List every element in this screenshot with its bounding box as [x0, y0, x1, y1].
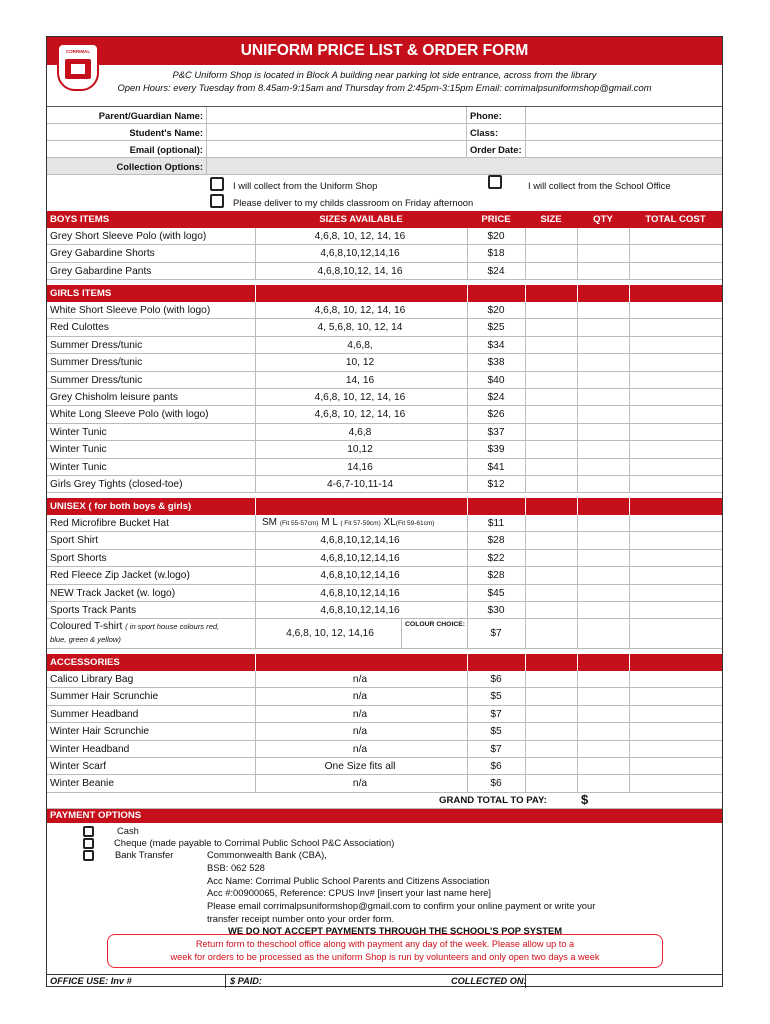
item-price: $37 — [487, 426, 505, 438]
table-row — [47, 758, 722, 775]
section-header-unisex: UNISEX ( for both boys & girls) — [47, 498, 722, 515]
total-input[interactable] — [630, 706, 721, 722]
qty-input[interactable] — [578, 775, 628, 791]
qty-input[interactable] — [578, 354, 628, 370]
item-price: $6 — [490, 674, 502, 685]
payment-email-note: Please email corrimalpsuniformshop@gmail.com to confirm your online payment or write your — [207, 900, 596, 911]
size-input[interactable] — [526, 424, 576, 440]
cash-checkbox[interactable] — [83, 826, 94, 837]
size-input[interactable] — [526, 550, 576, 566]
item-sizes: 4,6,8,10,12,14,16 — [320, 248, 400, 260]
total-input[interactable] — [630, 245, 721, 261]
item-price: $24 — [487, 392, 505, 403]
qty-input[interactable] — [578, 706, 628, 722]
cheque-label: Cheque (made payable to Corrimal Public School P&C Association) — [114, 837, 395, 848]
size-input[interactable] — [526, 406, 576, 422]
item-sizes: 4,6,8 — [348, 426, 372, 438]
parent-name-label: Parent/Guardian Name: — [98, 110, 203, 121]
parent-name-field[interactable] — [208, 108, 464, 123]
item-sizes: 10, 12 — [345, 357, 375, 369]
size-input[interactable] — [526, 459, 576, 475]
qty-input[interactable] — [578, 585, 628, 601]
item-name: Summer Dress/tunic — [50, 357, 143, 369]
page-title: UNIFORM PRICE LIST & ORDER FORM — [47, 37, 722, 65]
total-input[interactable] — [630, 688, 721, 704]
table-row — [47, 602, 722, 619]
size-input[interactable] — [526, 688, 576, 704]
item-sizes: n/a — [352, 726, 368, 738]
table-row — [47, 389, 722, 406]
cash-label: Cash — [117, 825, 139, 836]
item-name: Winter Beanie — [50, 778, 114, 790]
item-sizes: 4, 5,6,8, 10, 12, 14 — [317, 322, 403, 334]
collect-school-office-label: I will collect from the School Office — [528, 180, 671, 191]
section-header-girls: GIRLS ITEMS — [47, 285, 722, 302]
item-price: $5 — [490, 691, 502, 703]
item-name: Summer Headband — [50, 708, 139, 720]
qty-input[interactable] — [578, 441, 628, 457]
size-input[interactable] — [526, 372, 576, 388]
size-input[interactable] — [526, 532, 576, 548]
student-name-field[interactable] — [208, 125, 464, 140]
item-price: $22 — [487, 552, 505, 564]
bank-name: Commonwealth Bank (CBA), — [207, 849, 327, 860]
qty-input[interactable] — [578, 245, 628, 261]
total-input[interactable] — [630, 263, 721, 279]
column-header-sizes: SIZES AVAILABLE — [319, 214, 403, 225]
qty-input[interactable] — [578, 263, 628, 279]
item-sizes: 4,6,8,10,12,14,16 — [320, 552, 400, 564]
table-row — [47, 459, 722, 476]
table-row — [47, 337, 722, 354]
table-row — [47, 245, 722, 262]
bank-transfer-label: Bank Transfer — [115, 849, 174, 860]
table-row — [47, 723, 722, 740]
qty-input[interactable] — [578, 424, 628, 440]
deliver-classroom-label: Please deliver to my childs classroom on Friday afternoon — [233, 197, 474, 208]
item-sizes: 4,6,8, 10, 12, 14,16 — [286, 628, 374, 640]
office-collected-label: COLLECTED ON: — [451, 976, 527, 986]
size-input[interactable] — [526, 741, 576, 757]
item-price: $5 — [490, 726, 502, 738]
total-input[interactable] — [630, 671, 721, 687]
size-input[interactable] — [526, 723, 576, 739]
total-input[interactable] — [630, 441, 721, 457]
size-input[interactable] — [526, 602, 576, 618]
size-input[interactable] — [526, 302, 576, 318]
item-name: Winter Tunic — [50, 461, 107, 473]
item-price: $11 — [487, 518, 505, 529]
qty-input[interactable] — [578, 302, 628, 318]
item-price: $20 — [487, 231, 505, 242]
total-input[interactable] — [630, 337, 721, 353]
student-name-label: Student's Name: — [129, 127, 203, 138]
total-input[interactable] — [630, 302, 721, 318]
item-name: Sport Shirt — [50, 535, 99, 547]
item-name: Red Fleece Zip Jacket (w.logo) — [50, 570, 190, 582]
pop-system-warning: WE DO NOT ACCEPT PAYMENTS THROUGH THE SCHOOL'S POP SYSTEM — [228, 925, 563, 936]
shop-hours-info: Open Hours: every Tuesday from 8.45am-9:15am and Thursday from 2:45pm-3:15pm Email: corrimalpsuniformshop@gmail.com — [117, 82, 652, 93]
item-sizes: 4,6,8, 10, 12, 14, 16 — [314, 409, 406, 421]
table-row — [47, 302, 722, 319]
collect-uniform-shop-checkbox[interactable] — [210, 177, 224, 191]
item-price: $38 — [487, 357, 505, 369]
total-input[interactable] — [630, 585, 721, 601]
table-row — [47, 228, 722, 245]
item-sizes: n/a — [352, 674, 368, 685]
table-row — [47, 424, 722, 441]
size-input[interactable] — [526, 263, 576, 279]
item-sizes: n/a — [352, 743, 368, 755]
office-inv-label: OFFICE USE: Inv # — [50, 976, 132, 986]
table-row — [47, 706, 722, 723]
table-row-tshirt — [47, 619, 722, 649]
order-date-label: Order Date: — [470, 144, 522, 155]
item-name: Calico Library Bag — [50, 674, 134, 685]
total-input[interactable] — [630, 567, 721, 583]
qty-input[interactable] — [578, 602, 628, 618]
item-sizes: 4,6,8, — [347, 339, 373, 351]
item-sizes: 4,6,8, 10, 12, 14, 16 — [314, 231, 406, 242]
total-input[interactable] — [630, 372, 721, 388]
phone-field[interactable] — [527, 108, 720, 123]
size-input[interactable] — [526, 476, 576, 492]
email-field[interactable] — [208, 142, 464, 157]
item-name: Winter Headband — [50, 743, 130, 755]
table-row — [47, 476, 722, 493]
item-price: $7 — [490, 743, 502, 755]
item-price: $45 — [487, 587, 505, 599]
item-sizes: 14,16 — [347, 461, 373, 473]
item-name: Summer Hair Scrunchie — [50, 691, 159, 703]
item-sizes: n/a — [352, 778, 368, 790]
table-row — [47, 741, 722, 758]
size-input[interactable] — [526, 671, 576, 687]
item-price: $12 — [487, 479, 505, 490]
column-header-total: TOTAL COST — [645, 214, 706, 225]
qty-input[interactable] — [578, 337, 628, 353]
total-input[interactable] — [630, 228, 721, 244]
item-sizes: 4,6,8,10,12,14,16 — [320, 605, 400, 616]
section-header-accessories: ACCESSORIES — [47, 654, 722, 671]
qty-input[interactable] — [578, 567, 628, 583]
item-price: $24 — [487, 265, 505, 277]
school-logo: CORRIMAL — [57, 43, 99, 91]
item-name: Red Culottes — [50, 322, 109, 334]
size-input[interactable] — [526, 706, 576, 722]
item-name: Coloured T-shirt ( in sport house colours red, blue, green & yellow) — [50, 621, 220, 645]
item-sizes: 4,6,8, 10, 12, 14, 16 — [314, 305, 406, 316]
column-header-qty: QTY — [593, 214, 613, 225]
item-price: $34 — [487, 339, 505, 351]
total-input[interactable] — [630, 550, 721, 566]
item-price: $40 — [487, 374, 505, 386]
item-sizes: 10,12 — [347, 444, 373, 456]
item-name: Grey Gabardine Shorts — [50, 248, 155, 260]
collect-school-office-checkbox[interactable] — [488, 175, 502, 189]
item-name: Grey Gabardine Pants — [50, 265, 152, 277]
phone-label: Phone: — [470, 110, 502, 121]
item-name: Winter Hair Scrunchie — [50, 726, 150, 738]
total-input[interactable] — [630, 406, 721, 422]
item-price: $6 — [490, 778, 502, 790]
item-sizes: n/a — [352, 691, 368, 703]
table-row — [47, 406, 722, 423]
qty-input[interactable] — [578, 758, 628, 774]
total-input[interactable] — [630, 515, 721, 531]
total-input[interactable] — [630, 459, 721, 475]
size-input[interactable] — [526, 319, 576, 335]
item-name: Winter Scarf — [50, 761, 107, 772]
qty-input[interactable] — [578, 476, 628, 492]
column-header-size: SIZE — [540, 214, 562, 225]
item-price: $6 — [490, 761, 502, 772]
item-sizes: n/a — [352, 708, 368, 720]
item-sizes: 4-6,7-10,11-14 — [326, 479, 394, 490]
qty-input[interactable] — [578, 532, 628, 548]
item-sizes: 4,6,8,10,12,14,16 — [320, 535, 400, 547]
size-input[interactable] — [526, 775, 576, 791]
item-price: $7 — [490, 708, 502, 720]
size-input[interactable] — [526, 228, 576, 244]
item-name: Girls Grey Tights (closed-toe) — [50, 479, 183, 490]
size-input[interactable] — [526, 585, 576, 601]
table-row — [47, 550, 722, 567]
grand-total-label: GRAND TOTAL TO PAY: — [439, 795, 547, 806]
size-input[interactable] — [526, 515, 576, 531]
table-row — [47, 585, 722, 602]
shop-location-info: P&C Uniform Shop is located in Block A building near parking lot side entrance, across from the library — [172, 69, 597, 80]
table-row — [47, 567, 722, 584]
cheque-checkbox[interactable] — [83, 838, 94, 849]
item-name: Sports Track Pants — [50, 605, 137, 616]
qty-input[interactable] — [578, 228, 628, 244]
office-paid-label: $ PAID: — [230, 976, 262, 986]
bank-account-name: Acc Name: Corrimal Public School Parents and Citizens Association — [207, 875, 490, 886]
item-name: White Long Sleeve Polo (with logo) — [50, 409, 209, 421]
qty-input[interactable] — [578, 319, 628, 335]
total-input[interactable] — [630, 758, 721, 774]
total-input[interactable] — [630, 532, 721, 548]
bank-transfer-checkbox[interactable] — [83, 850, 94, 861]
item-sizes: One Size fits all — [324, 761, 396, 772]
qty-input[interactable] — [578, 671, 628, 687]
item-price: $41 — [487, 461, 505, 473]
qty-input[interactable] — [578, 372, 628, 388]
total-input[interactable] — [630, 319, 721, 335]
payment-email-note-2: transfer receipt number onto your order form. — [207, 913, 395, 924]
qty-input[interactable] — [578, 723, 628, 739]
table-row — [47, 775, 722, 792]
table-row — [47, 263, 722, 280]
total-input[interactable] — [630, 354, 721, 370]
deliver-classroom-checkbox[interactable] — [210, 194, 224, 208]
hat-size-options: SM (Fit 55-57cm) M L ( Fit 57-59cm) XL(Fit 59-61cm) — [262, 517, 435, 528]
item-name: Winter Tunic — [50, 444, 107, 456]
table-row — [47, 354, 722, 371]
item-sizes: 14, 16 — [345, 374, 375, 386]
total-input[interactable] — [630, 476, 721, 492]
table-row — [47, 372, 722, 389]
column-header-price: PRICE — [481, 214, 511, 225]
size-input[interactable] — [526, 758, 576, 774]
qty-input[interactable] — [578, 406, 628, 422]
item-price: $28 — [487, 535, 505, 547]
size-input[interactable] — [526, 354, 576, 370]
item-name: Sport Shorts — [50, 552, 107, 564]
item-price: $26 — [487, 409, 505, 421]
qty-input[interactable] — [578, 515, 628, 531]
item-price: $20 — [487, 305, 505, 316]
item-name: Grey Short Sleeve Polo (with logo) — [50, 231, 207, 242]
item-sizes: 4,6,8, 10, 12, 14, 16 — [314, 392, 406, 403]
size-input[interactable] — [526, 245, 576, 261]
item-name: Red Microfibre Bucket Hat — [50, 518, 169, 529]
item-name: Summer Dress/tunic — [50, 374, 143, 386]
qty-input[interactable] — [578, 688, 628, 704]
total-input[interactable] — [630, 389, 721, 405]
item-sizes: 4,6,8,10,12,14,16 — [320, 587, 400, 599]
table-row — [47, 671, 722, 688]
grand-total-field[interactable] — [601, 793, 719, 807]
item-name: White Short Sleeve Polo (with logo) — [50, 305, 211, 316]
return-form-note: Return form to theschool office along with payment any day of the week. Please allow up to a week for orders to be processed as the uniform Shop is run by volunteers and only open two days a week — [107, 934, 663, 968]
item-price: $39 — [487, 444, 505, 456]
order-form — [46, 36, 723, 987]
colour-choice-label: COLOUR CHOICE: — [405, 621, 466, 629]
qty-input[interactable] — [578, 459, 628, 475]
item-price: $30 — [487, 605, 505, 616]
size-input[interactable] — [526, 567, 576, 583]
qty-input[interactable] — [578, 550, 628, 566]
office-use-bar — [47, 974, 722, 987]
size-input[interactable] — [526, 389, 576, 405]
table-row — [47, 532, 722, 549]
bank-bsb: BSB: 062 528 — [207, 862, 265, 873]
payment-options-header: PAYMENT OPTIONS — [47, 809, 722, 823]
section-header-boys: BOYS ITEMS SIZES AVAILABLE PRICE SIZE QTY TOTAL COST — [47, 211, 722, 228]
table-row — [47, 441, 722, 458]
total-input[interactable] — [630, 424, 721, 440]
size-input[interactable] — [526, 337, 576, 353]
collect-uniform-shop-label: I will collect from the Uniform Shop — [233, 180, 378, 191]
total-input[interactable] — [630, 602, 721, 618]
item-name: Summer Dress/tunic — [50, 339, 143, 351]
table-row — [47, 319, 722, 336]
collection-options-label: Collection Options: — [116, 161, 203, 172]
item-sizes: 4,6,8,10,12,14,16 — [320, 570, 400, 582]
qty-input[interactable] — [578, 389, 628, 405]
item-price: $25 — [487, 322, 505, 334]
grand-total-symbol: $ — [581, 792, 589, 807]
size-input[interactable] — [526, 441, 576, 457]
total-input[interactable] — [630, 775, 721, 791]
item-name: NEW Track Jacket (w. logo) — [50, 587, 176, 599]
item-price: $28 — [487, 570, 505, 582]
item-price: $18 — [487, 248, 505, 260]
table-row — [47, 688, 722, 705]
bank-account-number: Acc #:00900065, Reference: CPUS Inv# [insert your last name here] — [207, 887, 492, 898]
item-sizes: 4,6,8,10,12, 14, 16 — [317, 265, 403, 277]
email-label: Email (optional): — [129, 144, 203, 155]
item-price: $7 — [490, 628, 502, 640]
total-input[interactable] — [630, 723, 721, 739]
total-input[interactable] — [630, 741, 721, 757]
item-name: Grey Chisholm leisure pants — [50, 392, 178, 403]
qty-input[interactable] — [578, 741, 628, 757]
item-name: Winter Tunic — [50, 426, 107, 438]
class-label: Class: — [470, 127, 499, 138]
